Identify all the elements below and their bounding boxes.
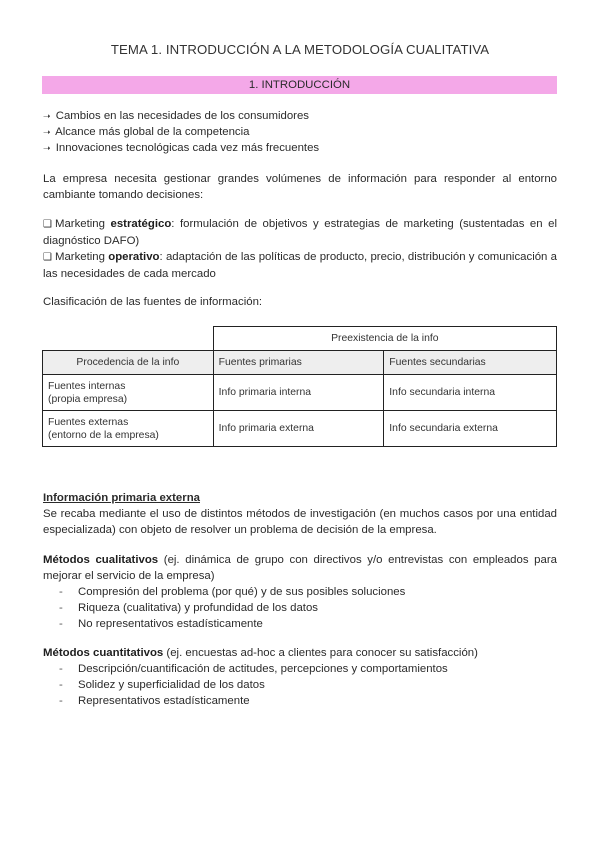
table-row-header: Procedencia de la info xyxy=(43,351,214,375)
checkbox-icon: ❑ xyxy=(43,219,52,230)
list-item: - Riqueza (cualitativa) y profundidad de los datos xyxy=(59,600,557,616)
bullet-item: ➝ Innovaciones tecnológicas cada vez más frecuentes xyxy=(43,142,320,154)
paragraph: Métodos cuantitativos (ej. encuestas ad-hoc a clientes para conocer su satisfacción) xyxy=(43,647,478,659)
quantitative-section xyxy=(43,645,557,709)
table-cell: Info secundaria interna xyxy=(384,375,557,411)
dash-list xyxy=(43,584,557,632)
table-row-label: Fuentes internas (propia empresa) xyxy=(43,375,214,411)
page-title: TEMA 1. INTRODUCCIÓN A LA METODOLOGÍA CUALITATIVA xyxy=(110,42,490,57)
paragraph: Se recaba mediante el uso de distintos métodos de investigación (en muchos casos por una entidad especializada) con objeto de resolver un problema de decisión de la empresa. xyxy=(43,508,557,536)
arrow-icon: ➝ xyxy=(43,111,51,121)
section-subheading: Información primaria externa xyxy=(43,492,200,504)
table-row xyxy=(43,375,557,411)
bullet-item: ➝ Cambios en las necesidades de los consumidores xyxy=(43,110,309,122)
table-col-header: Fuentes secundarias xyxy=(384,351,557,375)
info-sources-table xyxy=(42,326,557,447)
list-item: - Representativos estadísticamente xyxy=(59,693,557,709)
marketing-item: ❑ Marketing estratégico: formulación de objetivos y estrategias de marketing (sustentadas en el diagnóstico DAFO) xyxy=(43,218,557,247)
bullet-item: ➝ Alcance más global de la competencia xyxy=(43,126,250,138)
list-item: - No representativos estadísticamente xyxy=(59,616,557,632)
ipe-section xyxy=(43,490,557,538)
marketing-list xyxy=(43,216,557,282)
marketing-item: ❑ Marketing operativo: adaptación de las políticas de producto, precio, distribución y comunicación a las necesidades de cada mercado xyxy=(43,251,557,280)
section-subheading: Métodos cualitativos xyxy=(43,554,159,566)
arrow-icon: ➝ xyxy=(43,127,51,137)
paragraph: La empresa necesita gestionar grandes volúmenes de información para responder al entorno cambiante tomando decisiones: xyxy=(43,173,557,201)
paragraph: Métodos cualitativos (ej. dinámica de grupo con directivos y/o entrevistas con empleados para mejorar el servicio de la empresa) xyxy=(43,554,557,582)
table-row xyxy=(43,411,557,447)
classification-intro: Clasificación de las fuentes de información: xyxy=(43,296,263,308)
table-cell: Info primaria interna xyxy=(213,375,384,411)
list-item: - Solidez y superficialidad de los datos xyxy=(59,677,557,693)
qualitative-section xyxy=(43,552,557,632)
arrow-icon: ➝ xyxy=(43,143,51,153)
table-cell: Info secundaria externa xyxy=(384,411,557,447)
checkbox-icon: ❑ xyxy=(43,252,52,263)
table-cell: Info primaria externa xyxy=(213,411,384,447)
table-top-header: Preexistencia de la info xyxy=(213,327,556,351)
dash-list xyxy=(43,661,557,709)
section-heading: 1. INTRODUCCIÓN xyxy=(42,76,557,94)
list-item: - Compresión del problema (por qué) y de sus posibles soluciones xyxy=(59,584,557,600)
section-subheading: Métodos cuantitativos xyxy=(43,647,164,659)
table-col-header: Fuentes primarias xyxy=(213,351,384,375)
table-row-label: Fuentes externas (entorno de la empresa) xyxy=(43,411,214,447)
bullet-list xyxy=(43,108,557,156)
list-item: - Descripción/cuantificación de actitudes, percepciones y comportamientos xyxy=(59,661,557,677)
